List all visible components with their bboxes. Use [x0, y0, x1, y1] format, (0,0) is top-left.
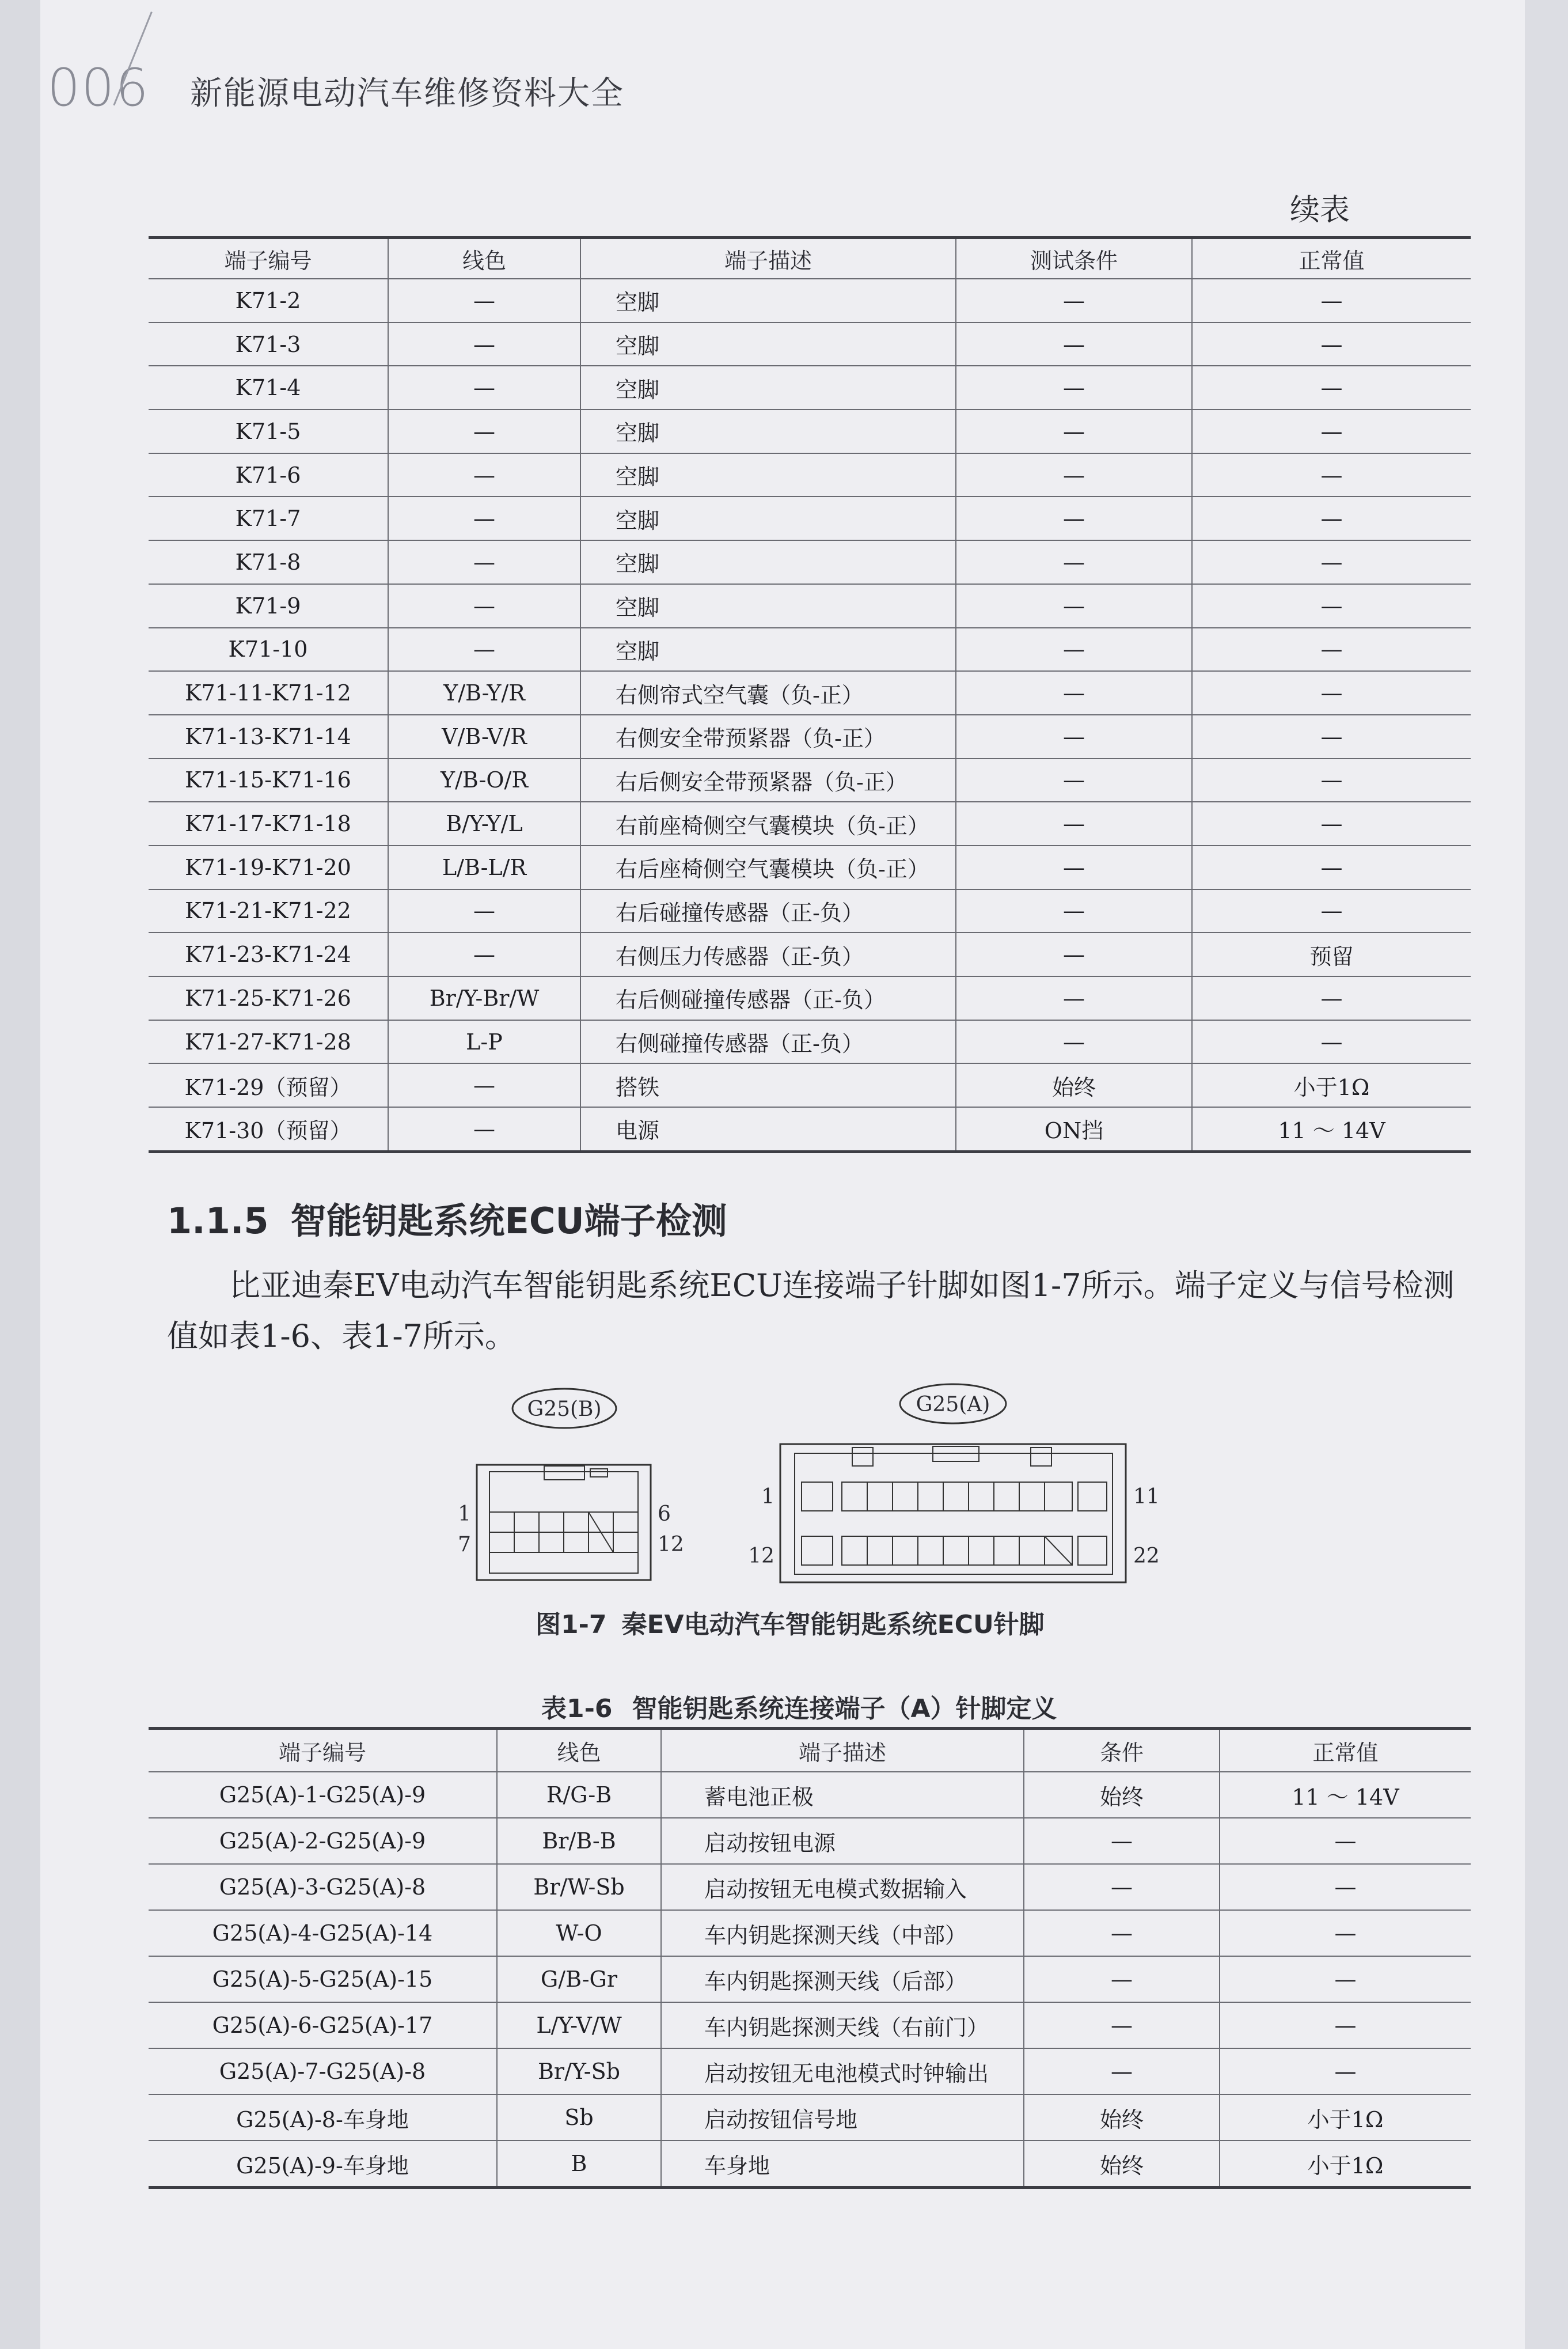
table-cell: G25(A)-7-G25(A)-8	[149, 2048, 497, 2094]
table-row	[149, 410, 1471, 453]
connector-a-pin: 12	[748, 1544, 774, 1568]
table-row	[149, 279, 1471, 323]
table-title: 智能钥匙系统连接端子（A）针脚定义	[632, 1694, 1057, 1723]
table-cell: K71-10	[149, 628, 388, 672]
table-cell: ON挡	[956, 1107, 1192, 1151]
table-cell: K71-9	[149, 584, 388, 628]
table-cell: 车身地	[661, 2140, 1024, 2188]
table-cell: —	[1192, 584, 1471, 628]
table-cell: —	[1192, 453, 1471, 497]
table-cell: K71-4	[149, 366, 388, 410]
table-cell: —	[1192, 628, 1471, 672]
table-cell: —	[956, 715, 1192, 759]
table-cell: —	[1024, 2002, 1220, 2048]
table-row	[149, 584, 1471, 628]
table-cell: K71-30（预留）	[149, 1107, 388, 1151]
table-cell: Br/Y-Br/W	[388, 976, 580, 1020]
table-cell: 右后侧安全带预紧器（负-正）	[580, 759, 956, 802]
table-cell: —	[956, 1020, 1192, 1064]
table-cell: —	[956, 497, 1192, 540]
table-cell: W-O	[497, 1910, 661, 1956]
table-cell: K71-5	[149, 410, 388, 453]
table-cell: —	[1220, 1910, 1471, 1956]
table-cell: K71-25-K71-26	[149, 976, 388, 1020]
table-row	[149, 759, 1471, 802]
table-caption	[541, 1688, 1057, 1725]
table-cell: —	[1192, 802, 1471, 846]
figure-title: 秦EV电动汽车智能钥匙系统ECU针脚	[621, 1610, 1045, 1639]
connector-a-pin: 22	[1133, 1544, 1160, 1568]
table-cell: G25(A)-3-G25(A)-8	[149, 1864, 497, 1910]
column-header: 正常值	[1192, 238, 1471, 279]
table-cell: G/B-Gr	[497, 1956, 661, 2002]
table-row	[149, 540, 1471, 584]
table-cell: 始终	[1024, 2140, 1220, 2188]
column-header: 端子编号	[149, 238, 388, 279]
table-cell: —	[1192, 671, 1471, 715]
table-cell: 始终	[956, 1063, 1192, 1107]
table-cell: L/Y-V/W	[497, 2002, 661, 2048]
table-cell: —	[1220, 1818, 1471, 1864]
table-row	[149, 1910, 1471, 1956]
table-cell: 小于1Ω	[1220, 2094, 1471, 2140]
table-cell: 右前座椅侧空气囊模块（负-正）	[580, 802, 956, 846]
table-cell: G25(A)-1-G25(A)-9	[149, 1772, 497, 1818]
figure-number: 图1-7	[536, 1610, 607, 1639]
connector-diagram	[449, 1380, 1198, 1593]
table-cell: 右侧碰撞传感器（正-负）	[580, 1020, 956, 1064]
table-cell: G25(A)-5-G25(A)-15	[149, 1956, 497, 2002]
table-cell: —	[1024, 2048, 1220, 2094]
table-cell: 车内钥匙探测天线（右前门）	[661, 2002, 1024, 2048]
table-cell: —	[388, 584, 580, 628]
table-cell: 11 ～ 14V	[1220, 1772, 1471, 1818]
table-row	[149, 846, 1471, 889]
table-cell: 右后侧碰撞传感器（正-负）	[580, 976, 956, 1020]
table-row	[149, 2048, 1471, 2094]
table-cell: —	[1220, 1956, 1471, 2002]
table-row	[149, 802, 1471, 846]
table-row	[149, 366, 1471, 410]
table-row	[149, 1107, 1471, 1151]
body-paragraph: 比亚迪秦EV电动汽车智能钥匙系统ECU连接端子针脚如图1-7所示。端子定义与信号检测值如表1-6、表1-7所示。	[167, 1267, 1455, 1354]
table-cell: —	[1220, 2002, 1471, 2048]
table-cell: G25(A)-6-G25(A)-17	[149, 2002, 497, 2048]
table-row	[149, 715, 1471, 759]
table-cell: —	[956, 846, 1192, 889]
table-row	[149, 628, 1471, 672]
column-header: 端子描述	[661, 1729, 1024, 1772]
connector-b-pin: 1	[458, 1502, 471, 1526]
column-header: 正常值	[1220, 1729, 1471, 1772]
table-cell: K71-27-K71-28	[149, 1020, 388, 1064]
table-cell: K71-6	[149, 453, 388, 497]
table-cell: K71-21-K71-22	[149, 889, 388, 933]
table-cell: —	[1192, 846, 1471, 889]
table-cell: K71-2	[149, 279, 388, 323]
figure-caption	[536, 1604, 1045, 1640]
table-cell: —	[388, 540, 580, 584]
table-body	[149, 1772, 1471, 2188]
table-body	[149, 279, 1471, 1151]
continued-label: 续表	[1290, 193, 1350, 228]
column-header: 端子编号	[149, 1729, 497, 1772]
table-cell: 车内钥匙探测天线（中部）	[661, 1910, 1024, 1956]
table-row	[149, 1772, 1471, 1818]
table-row	[149, 1020, 1471, 1064]
section-title: 智能钥匙系统ECU端子检测	[290, 1200, 727, 1242]
table-cell: 启动按钮无电模式数据输入	[661, 1864, 1024, 1910]
left-margin-shadow	[0, 0, 40, 2349]
table-cell: 空脚	[580, 540, 956, 584]
table-row	[149, 976, 1471, 1020]
table-row	[149, 2094, 1471, 2140]
table-cell: —	[956, 889, 1192, 933]
table-cell: G25(A)-4-G25(A)-14	[149, 1910, 497, 1956]
connector-b-label: G25(B)	[527, 1397, 602, 1421]
table-cell: B	[497, 2140, 661, 2188]
column-header: 线色	[497, 1729, 661, 1772]
table-cell: 启动按钮电源	[661, 1818, 1024, 1864]
table-cell: 空脚	[580, 410, 956, 453]
table-cell: —	[956, 540, 1192, 584]
table-cell: R/G-B	[497, 1772, 661, 1818]
table-cell: 预留	[1192, 933, 1471, 976]
section-heading	[167, 1192, 727, 1244]
table-cell: —	[1024, 1864, 1220, 1910]
table-cell: 空脚	[580, 279, 956, 323]
terminal-table-continued	[149, 236, 1471, 1153]
table-cell: 蓄电池正极	[661, 1772, 1024, 1818]
table-cell: G25(A)-2-G25(A)-9	[149, 1818, 497, 1864]
table-cell: V/B-V/R	[388, 715, 580, 759]
table-cell: —	[1192, 715, 1471, 759]
table-cell: —	[388, 497, 580, 540]
terminal-table-1-6	[149, 1727, 1471, 2189]
table-cell: —	[956, 976, 1192, 1020]
table-cell: 空脚	[580, 497, 956, 540]
table-cell: —	[956, 366, 1192, 410]
table-cell: 车内钥匙探测天线（后部）	[661, 1956, 1024, 2002]
connector-b-pin: 12	[658, 1533, 684, 1556]
connector-b-pin: 6	[658, 1502, 671, 1526]
table-cell: —	[388, 410, 580, 453]
table-cell: —	[1192, 366, 1471, 410]
table-cell: —	[1220, 1864, 1471, 1910]
table-cell: —	[388, 889, 580, 933]
table-cell: 始终	[1024, 1772, 1220, 1818]
table-cell: K71-17-K71-18	[149, 802, 388, 846]
table-cell: —	[388, 323, 580, 366]
table-row	[149, 453, 1471, 497]
table-cell: Br/W-Sb	[497, 1864, 661, 1910]
table-cell: —	[388, 933, 580, 976]
table-cell: —	[956, 453, 1192, 497]
table-cell: —	[956, 584, 1192, 628]
table-cell: L-P	[388, 1020, 580, 1064]
table-cell: L/B-L/R	[388, 846, 580, 889]
table-cell: Y/B-O/R	[388, 759, 580, 802]
table-cell: 右侧安全带预紧器（负-正）	[580, 715, 956, 759]
table-cell: K71-3	[149, 323, 388, 366]
connector-a-pin: 11	[1133, 1485, 1160, 1509]
table-cell: —	[1192, 540, 1471, 584]
table-cell: —	[388, 366, 580, 410]
table-row	[149, 1063, 1471, 1107]
table-header-row	[149, 1729, 1471, 1772]
table-cell: —	[1220, 2048, 1471, 2094]
table-cell: —	[1192, 279, 1471, 323]
table-row	[149, 1956, 1471, 2002]
table-cell: B/Y-Y/L	[388, 802, 580, 846]
table-row	[149, 933, 1471, 976]
table-cell: —	[388, 1107, 580, 1151]
table-cell: —	[388, 279, 580, 323]
table-cell: Y/B-Y/R	[388, 671, 580, 715]
table-cell: —	[956, 323, 1192, 366]
table-cell: 右侧帘式空气囊（负-正）	[580, 671, 956, 715]
table-cell: 空脚	[580, 323, 956, 366]
table-cell: K71-11-K71-12	[149, 671, 388, 715]
table-number: 表1-6	[541, 1694, 613, 1723]
table-cell: —	[956, 628, 1192, 672]
book-title: 新能源电动汽车维修资料大全	[190, 75, 624, 112]
table-row	[149, 323, 1471, 366]
table-header-row	[149, 238, 1471, 279]
table-cell: K71-8	[149, 540, 388, 584]
table-cell: Br/Y-Sb	[497, 2048, 661, 2094]
table-cell: 空脚	[580, 366, 956, 410]
table-cell: 电源	[580, 1107, 956, 1151]
table-row	[149, 2002, 1471, 2048]
column-header: 端子描述	[580, 238, 956, 279]
connector-a-label: G25(A)	[916, 1393, 990, 1416]
table-cell: 小于1Ω	[1192, 1063, 1471, 1107]
table-row	[149, 889, 1471, 933]
table-cell: 启动按钮无电池模式时钟输出	[661, 2048, 1024, 2094]
table-cell: 空脚	[580, 453, 956, 497]
section-number: 1.1.5	[167, 1200, 269, 1242]
table-cell: —	[1192, 976, 1471, 1020]
table-cell: K71-7	[149, 497, 388, 540]
table-cell: G25(A)-9-车身地	[149, 2140, 497, 2188]
table-row	[149, 1818, 1471, 1864]
table-row	[149, 497, 1471, 540]
table-cell: K71-29（预留）	[149, 1063, 388, 1107]
table-cell: 空脚	[580, 628, 956, 672]
table-cell: —	[1024, 1818, 1220, 1864]
column-header: 线色	[388, 238, 580, 279]
connector-a-pin: 1	[761, 1485, 774, 1509]
table-cell: —	[388, 453, 580, 497]
right-margin-shadow	[1525, 0, 1568, 2349]
table-cell: —	[1192, 323, 1471, 366]
table-cell: 右后碰撞传感器（正-负）	[580, 889, 956, 933]
table-cell: 空脚	[580, 584, 956, 628]
table-cell: —	[956, 410, 1192, 453]
table-cell: —	[956, 671, 1192, 715]
table-cell: —	[956, 759, 1192, 802]
table-cell: 小于1Ω	[1220, 2140, 1471, 2188]
page-number: 006	[47, 58, 150, 118]
table-cell: 右后座椅侧空气囊模块（负-正）	[580, 846, 956, 889]
table-cell: —	[1024, 1956, 1220, 2002]
table-cell: K71-19-K71-20	[149, 846, 388, 889]
table-cell: 启动按钮信号地	[661, 2094, 1024, 2140]
table-cell: —	[388, 628, 580, 672]
table-cell: —	[1024, 1910, 1220, 1956]
table-cell: K71-15-K71-16	[149, 759, 388, 802]
table-cell: —	[1192, 410, 1471, 453]
table-cell: K71-13-K71-14	[149, 715, 388, 759]
table-cell: 11 ～ 14V	[1192, 1107, 1471, 1151]
column-header: 条件	[1024, 1729, 1220, 1772]
table-cell: —	[1192, 497, 1471, 540]
table-cell: —	[956, 933, 1192, 976]
table-row	[149, 2140, 1471, 2188]
table-row	[149, 671, 1471, 715]
table-cell: 始终	[1024, 2094, 1220, 2140]
table-cell: Sb	[497, 2094, 661, 2140]
table-row	[149, 1864, 1471, 1910]
table-cell: —	[388, 1063, 580, 1107]
table-cell: —	[1192, 1020, 1471, 1064]
table-cell: —	[956, 802, 1192, 846]
table-cell: G25(A)-8-车身地	[149, 2094, 497, 2140]
table-cell: 搭铁	[580, 1063, 956, 1107]
table-cell: 右侧压力传感器（正-负）	[580, 933, 956, 976]
connector-b-pin: 7	[458, 1533, 471, 1556]
table-cell: K71-23-K71-24	[149, 933, 388, 976]
column-header: 测试条件	[956, 238, 1192, 279]
table-cell: —	[1192, 759, 1471, 802]
table-cell: Br/B-B	[497, 1818, 661, 1864]
table-cell: —	[1192, 889, 1471, 933]
table-cell: —	[956, 279, 1192, 323]
